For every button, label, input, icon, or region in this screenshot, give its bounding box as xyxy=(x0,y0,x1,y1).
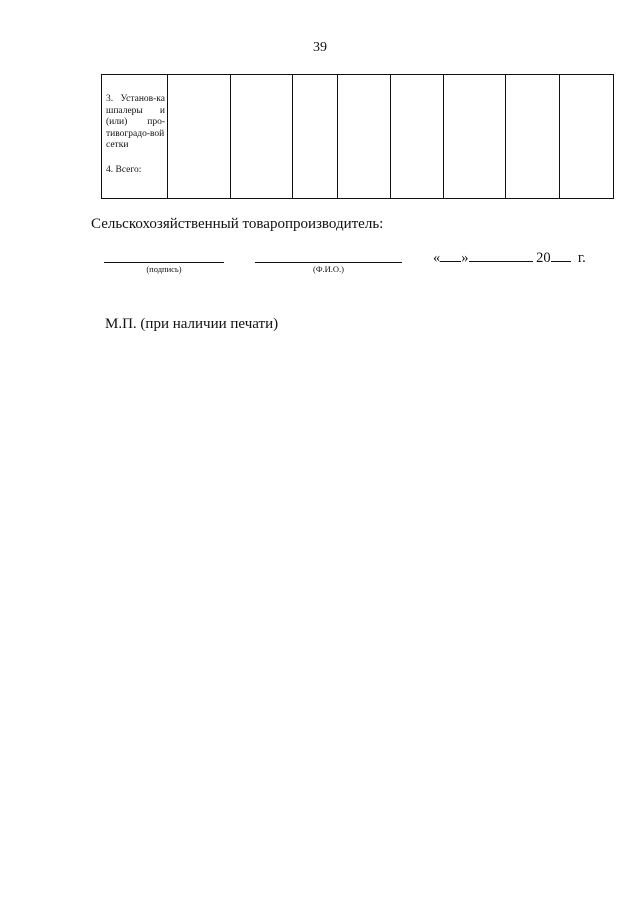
stamp-note: М.П. (при наличии печати) xyxy=(105,316,279,332)
data-table xyxy=(101,74,614,199)
date-close-quote: » xyxy=(461,250,469,266)
table-cell xyxy=(560,75,614,199)
year-prefix: 20 xyxy=(536,250,551,266)
date-open-quote: « xyxy=(433,250,441,266)
day-blank xyxy=(440,249,461,262)
table-cell xyxy=(506,75,560,199)
row-label-total: 4. Всего: xyxy=(106,164,142,175)
signature-line xyxy=(104,262,224,263)
producer-label: Сельскохозяйственный товаропроизводитель: xyxy=(91,216,384,232)
year-suffix: г. xyxy=(577,250,586,266)
table-cell xyxy=(168,75,231,199)
table-cell xyxy=(338,75,391,199)
table-cell xyxy=(293,75,338,199)
month-blank xyxy=(469,249,533,262)
name-line xyxy=(255,262,402,263)
table-cell xyxy=(231,75,293,199)
signature-caption: (подпись) xyxy=(146,264,182,274)
row-label-installation: 3. Установ-ка шпалеры и (или) про-тивоградо-вой сетки xyxy=(106,94,165,150)
table-row xyxy=(102,75,614,199)
table-cell xyxy=(444,75,506,199)
name-caption: (Ф.И.О.) xyxy=(312,264,345,274)
year-blank xyxy=(551,249,571,262)
date-field xyxy=(433,249,586,267)
row-label-cell xyxy=(102,75,168,199)
table-cell xyxy=(391,75,444,199)
page-number: 39 xyxy=(313,40,327,55)
